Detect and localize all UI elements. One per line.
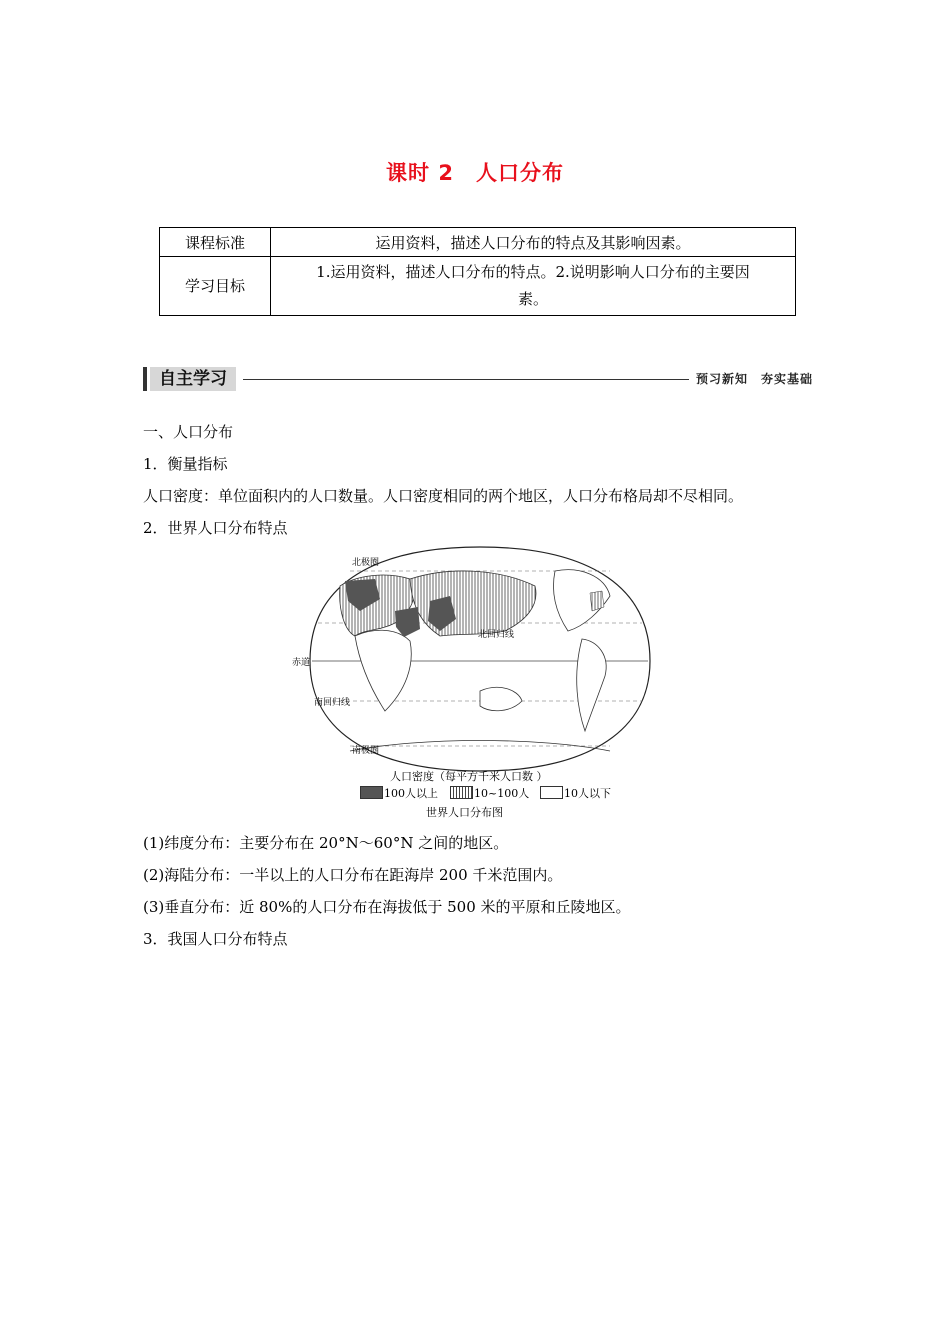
legend-swatch-medium: [450, 786, 473, 799]
section-divider: [243, 379, 689, 380]
label-antarctic: 南极圈: [352, 746, 380, 756]
section-label: 自主学习: [150, 367, 236, 391]
item-china-distribution: 3．我国人口分布特点: [143, 930, 288, 948]
section-header: [143, 367, 813, 393]
objective-line-1: 1.运用资料，描述人口分布的特点。2.说明影响人口分布的主要因: [316, 263, 750, 281]
legend-swatch-low: [540, 786, 563, 799]
legend-title: 人口密度（每平方千米人口数 ）: [390, 770, 548, 783]
item-measure-index: 1．衡量指标: [143, 455, 228, 473]
label-tropic-capricorn: 南回归线: [314, 698, 351, 708]
legend-label-low: 10人以下: [564, 787, 611, 800]
legend-swatch-high: [360, 786, 383, 799]
density-definition: 人口密度：单位面积内的人口数量。人口密度相同的两个地区，人口分布格局却不尽相同。: [143, 487, 744, 505]
table-content-objective: [271, 257, 796, 316]
point-latitude: (1)纬度分布：主要分布在 20°N～60°N 之间的地区。: [143, 834, 509, 852]
label-equator: 赤道: [292, 658, 311, 668]
section-subtitle: 预习新知 夯实基础: [695, 372, 813, 386]
standards-table: [159, 227, 796, 316]
legend-label-high: 100人以上: [384, 787, 438, 800]
table-label-standard: 课程标准: [160, 228, 271, 257]
point-sea-land: (2)海陆分布：一半以上的人口分布在距海岸 200 千米范围内。: [143, 866, 563, 884]
item-world-distribution: 2．世界人口分布特点: [143, 519, 288, 537]
table-content-standard: 运用资料，描述人口分布的特点及其影响因素。: [271, 228, 796, 257]
legend-label-medium: 10~100人: [474, 787, 530, 800]
table-row: [160, 257, 796, 316]
section-bar: [143, 367, 147, 391]
objective-line-2: 素。: [517, 290, 548, 308]
label-tropic-cancer: 北回归线: [478, 630, 515, 640]
point-vertical: (3)垂直分布：近 80%的人口分布在海拔低于 500 米的平原和丘陵地区。: [143, 898, 631, 916]
label-arctic: 北极圈: [352, 558, 380, 568]
page-title: 课时 2 人口分布: [386, 161, 564, 185]
heading-population-distribution: 一、人口分布: [143, 423, 234, 441]
table-row: [160, 228, 796, 257]
map-caption: 世界人口分布图: [426, 806, 503, 819]
table-label-objective: 学习目标: [160, 257, 271, 316]
